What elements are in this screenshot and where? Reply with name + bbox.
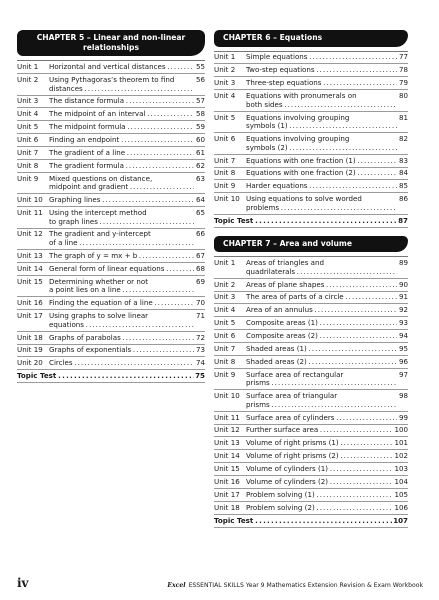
unit-number: Unit 1 (17, 62, 39, 72)
unit-page: 66 (195, 229, 205, 239)
chapter-5-header: CHAPTER 5 – Linear and non-linear relationships (17, 30, 205, 56)
unit-title-line: Volume of cylinders (2) . . . (246, 478, 393, 487)
unit-title (49, 334, 194, 343)
unit-title-line: The gradient of a line . . . (49, 149, 194, 158)
unit-title (246, 392, 397, 409)
unit-number: Unit 12 (214, 425, 240, 435)
unit-title-line: equations . . . (49, 321, 194, 330)
unit-title-line: quadrilaterals . . . (246, 268, 397, 277)
unit-number: Unit 5 (17, 122, 39, 132)
unit-number: Unit 17 (17, 311, 43, 321)
toc-entry[interactable] (214, 317, 408, 330)
chapter-6-header: CHAPTER 6 – Equations (214, 30, 408, 47)
unit-number: Unit 14 (17, 263, 43, 273)
unit-title-line: Problem solving (2) . . . (246, 504, 393, 513)
unit-title (246, 169, 397, 178)
unit-title-line: Volume of right prisms (1) . . . (246, 439, 393, 448)
toc-entry[interactable] (214, 90, 408, 111)
unit-title-line: Composite areas (2) . . . (246, 332, 397, 341)
unit-title (246, 135, 397, 152)
toc-entry[interactable] (214, 437, 408, 450)
unit-title-line: Surface area of rectangular (246, 370, 344, 379)
unit-page: 102 (394, 451, 408, 461)
toc-entry[interactable] (214, 193, 408, 214)
unit-number: Unit 11 (214, 412, 240, 422)
unit-number: Unit 16 (17, 298, 43, 308)
unit-page: 105 (394, 489, 408, 499)
unit-title-line: midpoint and gradient . . . (49, 183, 194, 192)
unit-title (49, 278, 194, 295)
toc-entry[interactable] (214, 304, 408, 317)
unit-number: Unit 10 (214, 391, 240, 401)
unit-number: Unit 4 (214, 91, 236, 101)
unit-title-line: Area of an annulus . . . (246, 306, 397, 315)
unit-page: 96 (398, 356, 408, 366)
unit-page: 60 (195, 135, 205, 145)
unit-page: 68 (195, 263, 205, 273)
unit-page: 62 (195, 160, 205, 170)
toc-entry[interactable] (214, 412, 408, 425)
unit-number: Unit 2 (214, 279, 236, 289)
toc-entry[interactable] (17, 173, 205, 194)
unit-title (49, 136, 194, 145)
unit-title-line: Graphing lines . . . (49, 196, 194, 205)
chapter-7-topic-test[interactable] (214, 515, 408, 528)
unit-page: 101 (394, 438, 408, 448)
unit-number: Unit 10 (17, 195, 43, 205)
unit-title-line: Two-step equations . . . (246, 66, 397, 75)
unit-title-line: General form of linear equations . . . (49, 265, 194, 274)
toc-entry[interactable] (214, 279, 408, 292)
chapter-5-unit-list (17, 60, 205, 370)
toc-entry[interactable] (214, 502, 408, 515)
unit-page: 103 (394, 464, 408, 474)
unit-title-line: distances . . . (49, 85, 194, 94)
toc-entry[interactable] (17, 229, 205, 250)
book-title-text: ESSENTIAL SKILLS Year 9 Mathematics Extension Revision & Exam Workbook (188, 582, 423, 589)
unit-title (246, 478, 393, 487)
unit-title (246, 66, 397, 75)
toc-entry[interactable] (214, 64, 408, 77)
toc-entry[interactable] (214, 168, 408, 181)
toc-entry[interactable] (214, 450, 408, 463)
unit-page: 58 (195, 109, 205, 119)
unit-title (246, 281, 397, 290)
topic-test-label: Topic Test . . . (17, 372, 194, 381)
unit-title-line: problems . . . (246, 204, 397, 213)
unit-title (246, 426, 393, 435)
unit-page: 84 (398, 168, 408, 178)
unit-title (246, 53, 397, 62)
unit-page: 80 (398, 91, 408, 101)
unit-title-line: a point lies on a line . . . (49, 286, 194, 295)
unit-number: Unit 12 (17, 229, 43, 239)
unit-title-line: Shaded areas (1) . . . (246, 345, 397, 354)
toc-entry[interactable] (17, 160, 205, 173)
unit-page: 59 (195, 122, 205, 132)
unit-number: Unit 18 (17, 332, 43, 342)
unit-title-line: Determining whether or not (49, 277, 148, 286)
unit-page: 93 (398, 318, 408, 328)
unit-number: Unit 2 (17, 74, 39, 84)
toc-entry[interactable] (17, 108, 205, 121)
unit-title (49, 149, 194, 158)
unit-title (246, 92, 397, 109)
unit-number: Unit 4 (214, 305, 236, 315)
unit-title-line: symbols (1) . . . (246, 122, 397, 131)
unit-title (49, 299, 194, 308)
unit-page: 64 (195, 195, 205, 205)
toc-entry[interactable] (214, 330, 408, 343)
toc-entry[interactable] (214, 369, 408, 390)
unit-title (49, 209, 194, 226)
unit-page: 57 (195, 96, 205, 106)
unit-title-line: Problem solving (1) . . . (246, 491, 393, 500)
unit-number: Unit 15 (17, 276, 43, 286)
unit-number: Unit 15 (214, 464, 240, 474)
unit-title (49, 252, 194, 261)
toc-entry[interactable] (17, 332, 205, 345)
page-footer (17, 576, 423, 590)
unit-title (246, 293, 397, 302)
unit-number: Unit 7 (214, 343, 236, 353)
unit-number: Unit 5 (214, 318, 236, 328)
toc-entry[interactable] (17, 297, 205, 310)
unit-page: 85 (398, 181, 408, 191)
toc-entry[interactable] (214, 180, 408, 193)
toc-entry[interactable] (17, 194, 205, 207)
unit-title-line: Using the intercept method (49, 209, 147, 218)
toc-entry[interactable] (214, 292, 408, 305)
unit-title (49, 346, 194, 355)
toc-entry[interactable] (214, 257, 408, 278)
unit-title (246, 306, 397, 315)
unit-page: 71 (195, 311, 205, 321)
unit-number: Unit 8 (214, 168, 236, 178)
unit-number: Unit 7 (214, 155, 236, 165)
unit-page: 63 (195, 173, 205, 183)
unit-title (246, 79, 397, 88)
toc-entry[interactable] (214, 463, 408, 476)
unit-title (246, 319, 397, 328)
unit-title (246, 358, 397, 367)
unit-title (49, 123, 194, 132)
book-title (167, 582, 423, 589)
unit-page: 99 (398, 412, 408, 422)
unit-number: Unit 3 (214, 292, 236, 302)
unit-page: 94 (398, 331, 408, 341)
unit-title-line: The gradient formula . . . (49, 162, 194, 171)
unit-title (246, 345, 397, 354)
unit-title-line: Horizontal and vertical distances . . . (49, 63, 194, 72)
unit-title-line: Equations involving grouping (246, 135, 350, 144)
page-number: iv (17, 576, 29, 590)
unit-title (49, 359, 194, 368)
unit-title (246, 195, 397, 212)
unit-title-line: Graphs of parabolas . . . (49, 334, 194, 343)
unit-title-line: The graph of y = mx + b . . . (49, 252, 194, 261)
toc-entry[interactable] (17, 61, 205, 74)
toc-entry[interactable] (214, 133, 408, 154)
topic-test-page: 87 (398, 215, 408, 225)
unit-page: 97 (398, 369, 408, 379)
unit-number: Unit 2 (214, 65, 236, 75)
unit-title (246, 157, 397, 166)
unit-number: Unit 16 (214, 476, 240, 486)
unit-title-line: The gradient and y-intercept (49, 230, 151, 239)
unit-number: Unit 13 (214, 438, 240, 448)
toc-entry[interactable] (214, 155, 408, 168)
toc-entry[interactable] (214, 77, 408, 90)
unit-title-line: Equations with pronumerals on (246, 92, 357, 101)
unit-title-line: Equations with one fraction (1) . . . (246, 157, 397, 166)
unit-title (49, 175, 194, 192)
unit-title (49, 162, 194, 171)
unit-title (246, 371, 397, 388)
unit-number: Unit 3 (17, 96, 39, 106)
unit-title-line: of a line . . . (49, 239, 194, 248)
topic-test-page: 107 (393, 515, 408, 525)
unit-title-line: Volume of right prisms (2) . . . (246, 452, 393, 461)
unit-title (49, 97, 194, 106)
unit-page: 90 (398, 279, 408, 289)
toc-entry[interactable] (214, 476, 408, 489)
unit-title (246, 182, 397, 191)
unit-page: 73 (195, 345, 205, 355)
unit-title-line: Graphs of exponentials . . . (49, 346, 194, 355)
unit-number: Unit 8 (17, 160, 39, 170)
unit-title (246, 439, 393, 448)
unit-title (246, 259, 397, 276)
unit-number: Unit 3 (214, 78, 236, 88)
unit-title-line: Areas of triangles and (246, 259, 325, 268)
unit-number: Unit 6 (17, 135, 39, 145)
unit-title (246, 452, 393, 461)
toc-entry[interactable] (17, 276, 205, 297)
unit-title-line: Shaded areas (2) . . . (246, 358, 397, 367)
unit-title (49, 312, 194, 329)
unit-title (246, 465, 393, 474)
unit-title-line: Equations involving grouping (246, 113, 350, 122)
unit-title-line: Equations with one fraction (2) . . . (246, 169, 397, 178)
unit-title-line: Further surface area . . . (246, 426, 393, 435)
unit-number: Unit 9 (214, 369, 236, 379)
unit-title-line: Circles . . . (49, 359, 194, 368)
unit-number: Unit 6 (214, 331, 236, 341)
unit-title-line: Harder equations . . . (246, 182, 397, 191)
unit-page: 70 (195, 298, 205, 308)
unit-page: 72 (195, 332, 205, 342)
unit-title (246, 491, 393, 500)
unit-title (49, 230, 194, 247)
unit-page: 74 (195, 358, 205, 368)
unit-title-line: prisms . . . (246, 379, 397, 388)
unit-number: Unit 8 (214, 356, 236, 366)
unit-title-line: Using Pythagoras’s theorem to find (49, 75, 175, 84)
toc-entry[interactable] (214, 356, 408, 369)
unit-title (246, 114, 397, 131)
unit-title (246, 414, 397, 423)
toc-entry[interactable] (17, 74, 205, 95)
unit-title-line: prisms . . . (246, 401, 397, 410)
unit-title-line: Composite areas (1) . . . (246, 319, 397, 328)
unit-page: 56 (195, 74, 205, 84)
unit-title-line: The midpoint of an interval . . . (49, 110, 194, 119)
unit-number: Unit 1 (214, 258, 236, 268)
unit-number: Unit 14 (214, 451, 240, 461)
unit-title-line: Areas of plane shapes . . . (246, 281, 397, 290)
unit-page: 86 (398, 194, 408, 204)
unit-title-line: Using equations to solve worded (246, 195, 362, 204)
unit-number: Unit 18 (214, 502, 240, 512)
unit-title-line: both sides . . . (246, 101, 397, 110)
unit-title-line: Surface area of triangular (246, 392, 338, 401)
unit-title (246, 332, 397, 341)
toc-entry[interactable] (17, 134, 205, 147)
unit-title (49, 76, 194, 93)
topic-test-label: Topic Test . . . (214, 217, 397, 226)
unit-page: 61 (195, 147, 205, 157)
unit-title-line: Volume of cylinders (1) . . . (246, 465, 393, 474)
brand-name: Excel (167, 582, 186, 589)
unit-number: Unit 1 (214, 52, 236, 62)
toc-entry[interactable] (17, 207, 205, 228)
unit-number: Unit 9 (17, 173, 39, 183)
unit-page: 92 (398, 305, 408, 315)
unit-title-line: symbols (2) . . . (246, 144, 397, 153)
toc-entry[interactable] (17, 250, 205, 263)
unit-title-line: The area of parts of a circle . . . (246, 293, 397, 302)
unit-number: Unit 9 (214, 181, 236, 191)
unit-title-line: Finding an endpoint . . . (49, 136, 194, 145)
unit-number: Unit 6 (214, 134, 236, 144)
toc-entry[interactable] (17, 96, 205, 109)
unit-title-line: to graph lines . . . (49, 218, 194, 227)
unit-page: 104 (394, 476, 408, 486)
topic-test-page: 75 (195, 371, 205, 381)
unit-page: 106 (394, 502, 408, 512)
unit-page: 78 (398, 65, 408, 75)
unit-title-line: Simple equations . . . (246, 53, 397, 62)
unit-page: 91 (398, 292, 408, 302)
unit-number: Unit 19 (17, 345, 43, 355)
unit-title (246, 504, 393, 513)
unit-title-line: Surface area of cylinders . . . (246, 414, 397, 423)
chapter-7-header: CHAPTER 7 – Area and volume (214, 236, 408, 253)
unit-page: 77 (398, 52, 408, 62)
unit-number: Unit 20 (17, 358, 43, 368)
chapter-6-unit-list (214, 51, 408, 215)
unit-page: 100 (394, 425, 408, 435)
unit-title-line: Using graphs to solve linear (49, 312, 149, 321)
unit-page: 69 (195, 276, 205, 286)
toc-entry[interactable] (17, 310, 205, 331)
toc-entry[interactable] (214, 489, 408, 502)
unit-number: Unit 4 (17, 109, 39, 119)
unit-title (49, 196, 194, 205)
unit-page: 98 (398, 391, 408, 401)
toc-entry[interactable] (214, 425, 408, 438)
contents-column-right (214, 30, 408, 528)
chapter-7-unit-list (214, 256, 408, 515)
toc-entry[interactable] (214, 390, 408, 411)
toc-entry[interactable] (17, 263, 205, 276)
unit-page: 81 (398, 112, 408, 122)
unit-title-line: Finding the equation of a line . . . (49, 299, 194, 308)
unit-number: Unit 10 (214, 194, 240, 204)
unit-page: 67 (195, 250, 205, 260)
toc-entry[interactable] (17, 121, 205, 134)
chapter-6-topic-test[interactable] (214, 215, 408, 228)
unit-title (49, 63, 194, 72)
unit-number: Unit 17 (214, 489, 240, 499)
unit-page: 95 (398, 343, 408, 353)
toc-entry[interactable] (214, 52, 408, 65)
unit-number: Unit 13 (17, 250, 43, 260)
toc-entry[interactable] (17, 357, 205, 370)
contents-column-left (17, 30, 205, 383)
unit-number: Unit 5 (214, 112, 236, 122)
unit-page: 83 (398, 155, 408, 165)
unit-page: 79 (398, 78, 408, 88)
unit-page: 89 (398, 258, 408, 268)
unit-title (49, 265, 194, 274)
unit-title (49, 110, 194, 119)
topic-test-label: Topic Test . . . (214, 517, 392, 526)
unit-title-line: The distance formula . . . (49, 97, 194, 106)
unit-page: 82 (398, 134, 408, 144)
toc-entry[interactable] (214, 112, 408, 133)
unit-page: 65 (195, 208, 205, 218)
unit-page: 55 (195, 62, 205, 72)
toc-entry[interactable] (17, 147, 205, 160)
toc-entry[interactable] (17, 345, 205, 358)
unit-title-line: Mixed questions on distance, (49, 174, 153, 183)
unit-title-line: Three-step equations . . . (246, 79, 397, 88)
unit-number: Unit 11 (17, 208, 43, 218)
unit-title-line: The midpoint formula . . . (49, 123, 194, 132)
toc-entry[interactable] (214, 343, 408, 356)
chapter-5-topic-test[interactable] (17, 370, 205, 383)
unit-number: Unit 7 (17, 147, 39, 157)
